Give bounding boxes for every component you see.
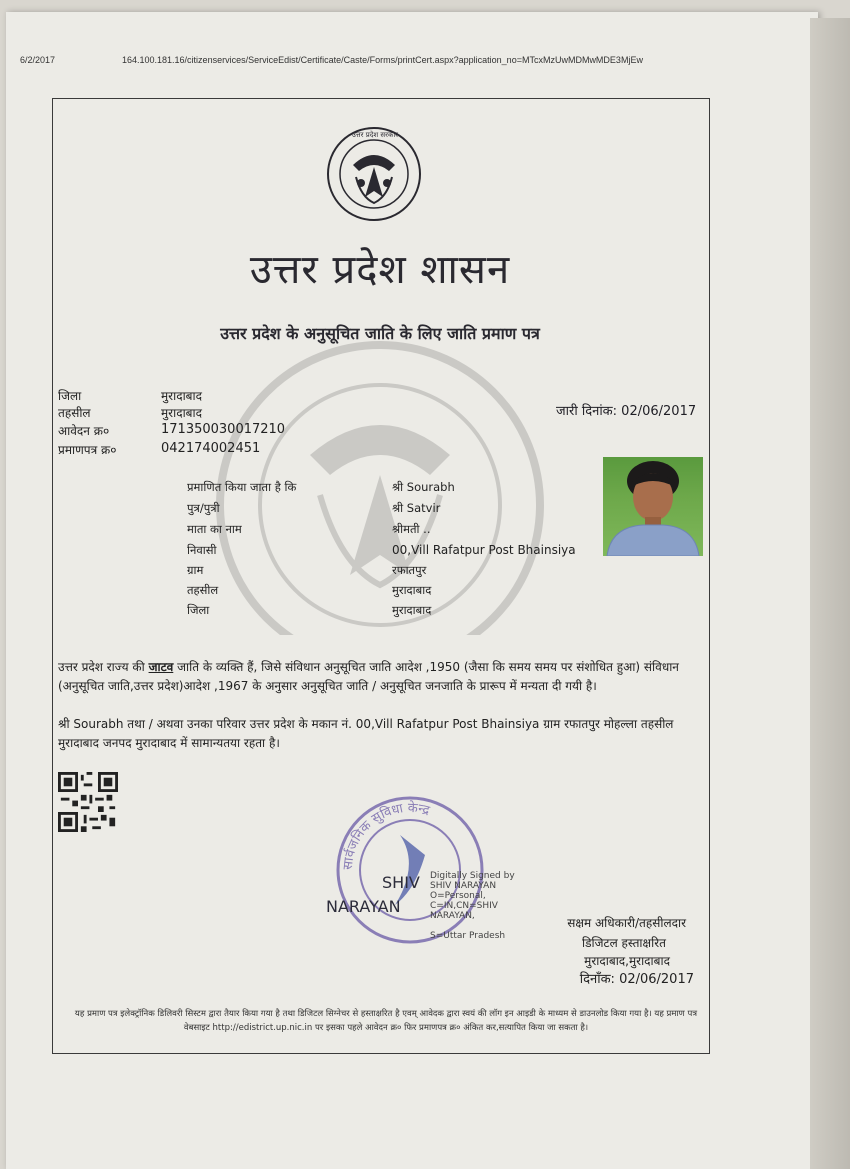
application-no-value: 171350030017210 — [161, 422, 286, 437]
signature-info-line: Digitally Signed by — [430, 871, 515, 881]
father-name: श्री Satvir — [392, 501, 441, 515]
signature-info-line: C=IN,CN=SHIV — [430, 901, 498, 911]
signature-info-line: NARAYAN, — [430, 911, 475, 921]
village-label: ग्राम — [187, 563, 204, 577]
certificate-no-value: 042174002451 — [161, 441, 261, 456]
detail-tehsil-value: मुरादाबाद — [392, 583, 432, 597]
residence-declaration: श्री Sourabh तथा / अथवा उनका परिवार उत्तर प्रदेश के मकान नं. 00,Vill Rafatpur Post Bhainsiya ग्राम रफातपुर मोहल्ला तहसील मुरादाबाद जनपद मुरादाबाद में सामान्यतया रहता है। — [58, 717, 674, 750]
applicant-portrait-icon — [603, 457, 703, 556]
tehsil-label: तहसील — [58, 406, 91, 420]
village-value: रफातपुर — [392, 563, 427, 577]
mother-name: श्रीमती .. — [392, 522, 431, 536]
detail-district-value: मुरादाबाद — [392, 603, 432, 617]
signer-name-line2: NARAYAN — [326, 897, 401, 916]
caste-name: जाटव — [148, 660, 174, 674]
print-url: 164.100.181.16/citizenservices/ServiceEdist/Certificate/Caste/Forms/printCert.aspx?application_no=MTcxMzUwMDMwMDE3MjEw — [122, 55, 643, 65]
certificate-subtitle: उत्तर प्रदेश के अनुसूचित जाति के लिए जाति प्रमाण पत्र — [220, 324, 540, 343]
seal-text: सार्वजनिक सुविधा केन्द्र — [340, 800, 432, 871]
tehsil-value: मुरादाबाद — [161, 406, 203, 420]
signature-info-line: S=Uttar Pradesh — [430, 931, 506, 941]
paper-edge — [810, 18, 850, 1169]
signer-name-line1: SHIV — [382, 873, 420, 892]
authority-title: सक्षम अधिकारी/तहसीलदार — [567, 916, 686, 930]
emblem-text: उत्तर प्रदेश सरकार — [351, 131, 399, 139]
footer-note: यह प्रमाण पत्र इलेक्ट्रॉनिक डिलिवरी सिस्टम द्वारा तैयार किया गया है तथा डिजिटल सिग्नेचर से हस्ताक्षरित है एवम् आवेदक द्वारा स्वयं की लॉग इन आइडी के माध्यम से डाउनलोड किया गया है। यह प्रमाण पत्र वेबसाइट http://edistrict.up.nic.in पर इसका पहले आवेदन क्र० फिर प्रमाणपत्र क्र० अंकित कर,सत्यापित किया जा सकता है। — [74, 1009, 698, 1033]
caste-declaration — [58, 658, 698, 696]
certificate-no-label: प्रमाणपत्र क्र० — [58, 443, 117, 457]
caste-declaration-intro: उत्तर प्रदेश राज्य की — [58, 660, 149, 674]
print-date: 6/2/2017 — [20, 55, 56, 65]
resident-label: निवासी — [187, 543, 217, 557]
resident-value: 00,Vill Rafatpur Post Bhainsiya — [392, 543, 576, 557]
signature-info-line: O=Personal, — [430, 891, 486, 901]
issue-date: जारी दिनांक: 02/06/2017 — [556, 404, 697, 419]
authority-date: दिनाँक: 02/06/2017 — [579, 972, 694, 987]
authority-location: मुरादाबाद,मुरादाबाद — [584, 954, 670, 968]
applicant-name: श्री Sourabh — [392, 480, 455, 494]
caste-declaration-body: जाति के व्यक्ति हैं, जिसे संविधान अनुसूचित जाति आदेश ,1950 (जैसा कि समय समय पर संशोधित हुआ) संविधान (अनुसूचित जाति,उत्तर प्रदेश)आदेश ,1967 के अनुसार अनुसूचित जाति / अनुसूचित जनजाति के प्रारूप में मन्यता दी गयी है। — [58, 660, 679, 693]
mother-label: माता का नाम — [187, 522, 242, 536]
qr-code-icon — [58, 772, 118, 832]
detail-tehsil-label: तहसील — [187, 583, 219, 597]
signature-info — [430, 871, 515, 941]
signature-info-line — [430, 921, 515, 931]
certified-label: प्रमाणित किया जाता है कि — [187, 480, 297, 494]
father-label: पुत्र/पुत्री — [187, 501, 220, 515]
signature-info-line: SHIV NARAYAN — [430, 881, 497, 891]
page-title: उत्तर प्रदेश शासन — [249, 247, 511, 293]
detail-district-label: जिला — [187, 603, 210, 617]
district-value: मुरादाबाद — [161, 389, 203, 403]
digitally-signed-label: डिजिटल हस्ताक्षरित — [582, 936, 666, 950]
district-label: जिला — [58, 389, 82, 403]
applicant-photo — [603, 457, 703, 556]
application-no-label: आवेदन क्र० — [58, 424, 110, 438]
